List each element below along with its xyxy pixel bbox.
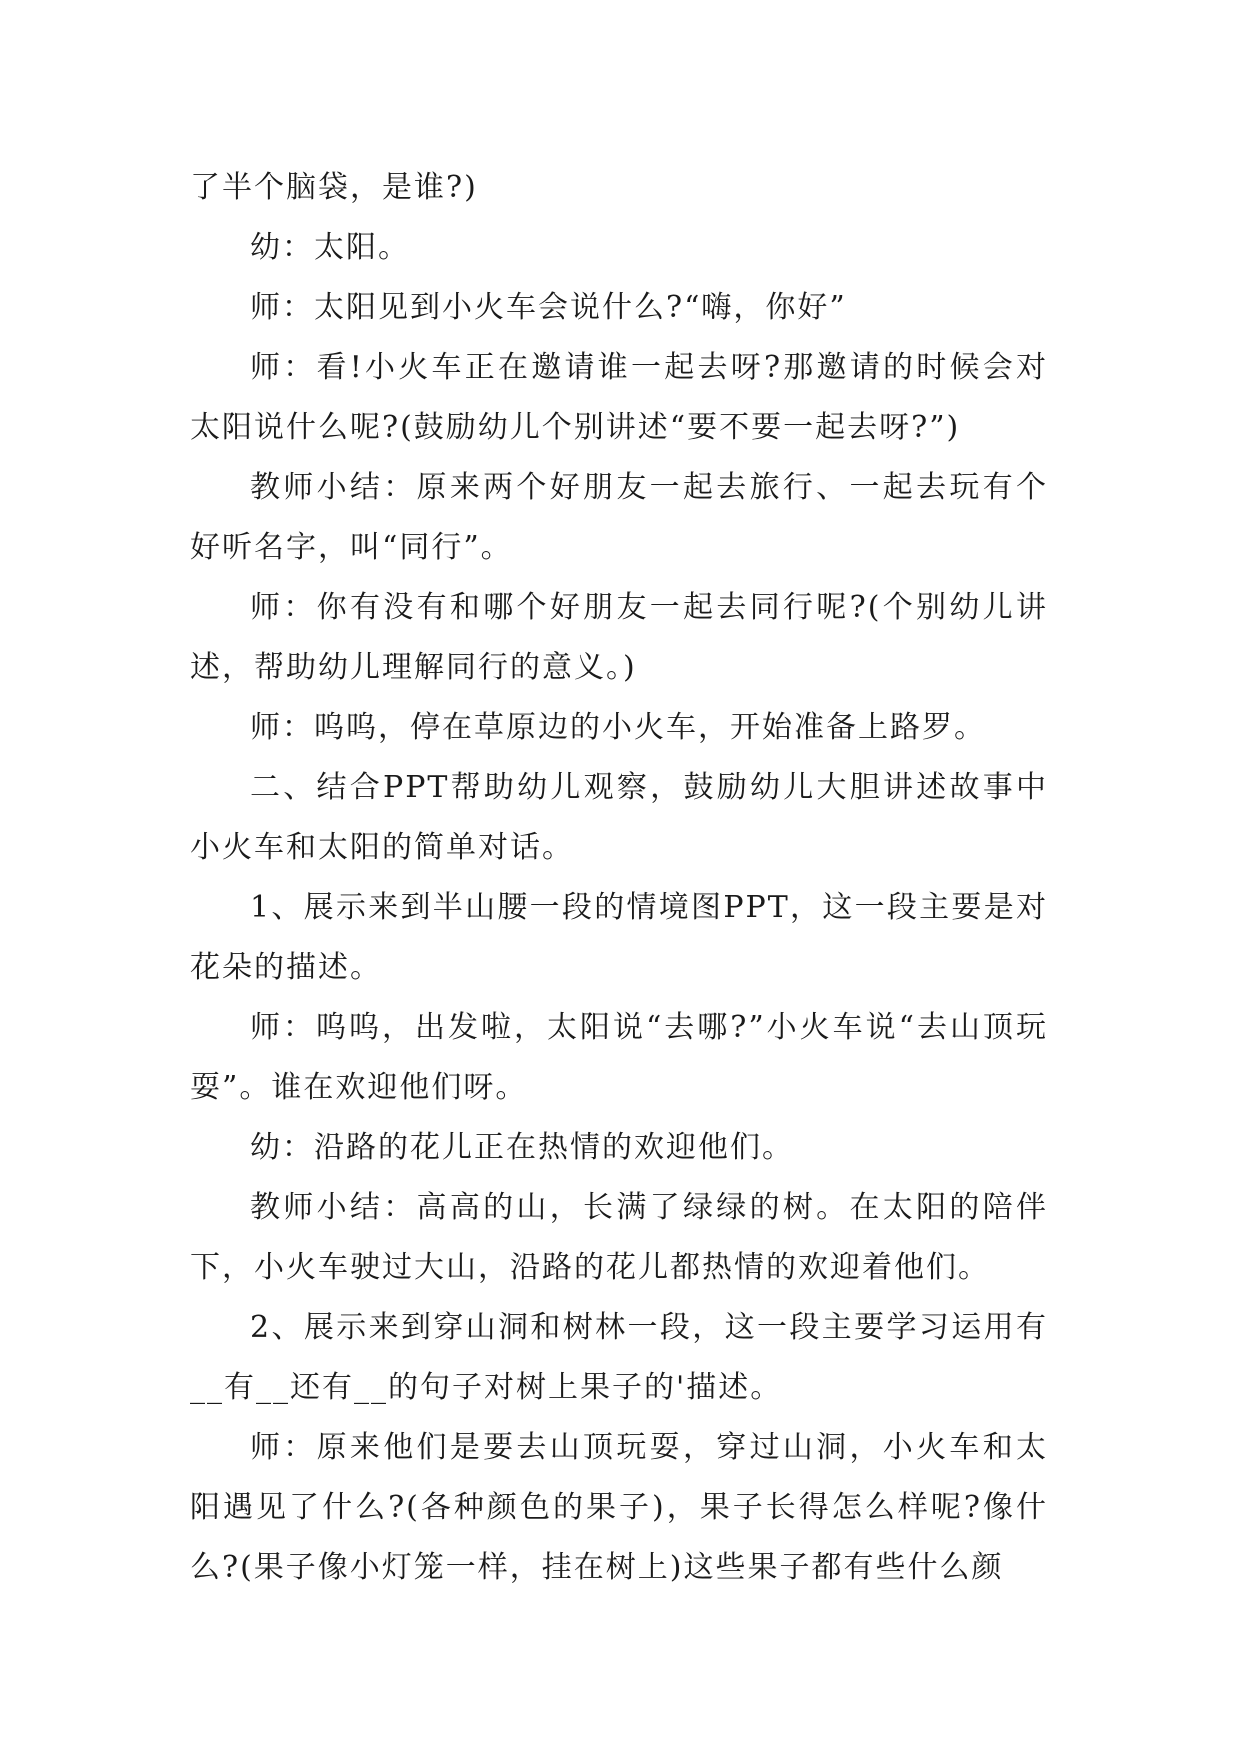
paragraph-section-two-heading: 二、结合PPT帮助幼儿观察，鼓励幼儿大胆讲述故事中小火车和太阳的简单对话。 <box>190 770 1048 865</box>
paragraph-step-two: 2、展示来到穿山洞和树林一段，这一段主要学习运用有__有__还有__的句子对树上果子的'描述。 <box>190 1310 1048 1405</box>
paragraph-teacher-greeting: 师：太阳见到小火车会说什么?“嗨，你好” <box>250 290 847 325</box>
paragraph-teacher-summary-2: 教师小结：高高的山，长满了绿绿的树。在太阳的陪伴下，小火车驶过大山，沿路的花儿都热情的欢迎着他们。 <box>190 1190 1048 1285</box>
paragraph-teacher-invite: 师：看!小火车正在邀请谁一起去呀?那邀请的时候会对太阳说什么呢?(鼓励幼儿个别讲述“要不要一起去呀?”) <box>190 350 1048 445</box>
paragraph-teacher-set-off: 师：呜呜，出发啦，太阳说“去哪?”小火车说“去山顶玩耍”。谁在欢迎他们呀。 <box>190 1010 1048 1105</box>
paragraph-step-one: 1、展示来到半山腰一段的情境图PPT，这一段主要是对花朵的描述。 <box>190 890 1048 985</box>
paragraph-teacher-summary-1: 教师小结：原来两个好朋友一起去旅行、一起去玩有个好听名字，叫“同行”。 <box>190 470 1048 565</box>
document-body <box>190 158 1048 1598</box>
paragraph-child-answer-flowers: 幼：沿路的花儿正在热情的欢迎他们。 <box>250 1130 794 1165</box>
paragraph-teacher-fruits: 师：原来他们是要去山顶玩耍，穿过山洞，小火车和太阳遇见了什么?(各种颜色的果子)，果子长得怎么样呢?像什么?(果子像小灯笼一样，挂在树上)这些果子都有些什么颜 <box>190 1430 1048 1585</box>
paragraph-continuation: 了半个脑袋，是谁?) <box>190 170 478 205</box>
paragraph-teacher-question-friend: 师：你有没有和哪个好朋友一起去同行呢?(个别幼儿讲述，帮助幼儿理解同行的意义。) <box>190 590 1048 685</box>
paragraph-child-answer-sun: 幼：太阳。 <box>250 230 410 265</box>
paragraph-teacher-depart: 师：呜呜，停在草原边的小火车，开始准备上路罗。 <box>250 710 986 745</box>
